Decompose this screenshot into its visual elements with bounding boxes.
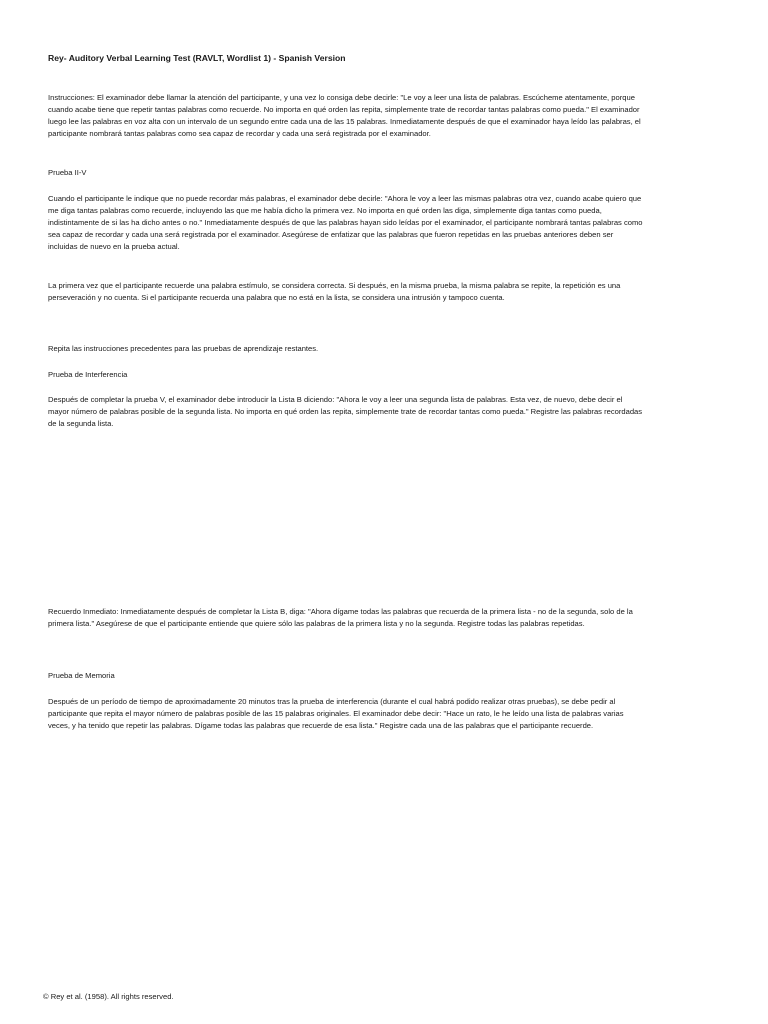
repeat-instructions: Repita las instrucciones precedentes para las pruebas de aprendizaje restantes. [48, 344, 319, 353]
scoring-paragraph: La primera vez que el participante recuerde una palabra estímulo, se considera correcta. Si después, en la misma prueba, la misma palabra se repite, la repetición es una perseveración y no cuenta. Si el participante recuerda una palabra que no está en la lista, se considera una intrusión y tampoco cuenta. [48, 281, 621, 303]
memory-paragraph: Después de un período de tiempo de aproximadamente 20 minutos tras la prueba de interferencia (durante el cual habrá podido realizar otras pruebas), se debe pedir al participante que repita el mayor número de palabras posible de las 15 palabras originales. El examinador debe decir: "Hace un rato, le he leído una lista de palabras varias veces, y ha tenido que repetir las palabras. Dígame todas las palabras que recuerde de esa lista." Registre cada una de las palabras que el participante recuerde. [48, 697, 624, 731]
document-title: Rey- Auditory Verbal Learning Test (RAVLT, Wordlist 1) - Spanish Version [48, 53, 346, 63]
trials-heading: Prueba II-V [48, 168, 87, 177]
memory-heading: Prueba de Memoria [48, 671, 115, 680]
copyright-footer: © Rey et al. (1958). All rights reserved. [43, 992, 174, 1001]
instructions-paragraph: Instrucciones: El examinador debe llamar la atención del participante, y una vez lo consiga debe decirle: "Le voy a leer una lista de palabras. Escúcheme atentamente, porque cuando acabe tiene que repetir tantas palabras como recuerde. No importa en qué orden las repita, simplemente trate de recordar tantas palabras como pueda." El examinador luego lee las palabras en voz alta con un intervalo de un segundo entre cada una de las 15 palabras. Inmediatamente después de que el examinador haya leído las palabras, el participante nombrará tantas palabras como sea capaz de recordar y cada una será registrada por el examinador. [48, 93, 641, 139]
interference-paragraph: Después de completar la prueba V, el examinador debe introducir la Lista B diciendo: "Ahora le voy a leer una segunda lista de palabras. Esta vez, de nuevo, debe decir el mayor número de palabras posible de la segunda lista. No importa en qué orden las repita, simplemente trate de recordar tantas como pueda." Registre las palabras recordadas de la segunda lista. [48, 395, 643, 429]
immediate-recall-paragraph: Recuerdo Inmediato: Inmediatamente después de completar la Lista B, diga: "Ahora dígame todas las palabras que recuerda de la primera lista - no de la segunda, solo de la primera lista." Asegúrese de que el participante entiende que quiere sólo las palabras de la primera lista y no la segunda. Registre todas las palabras repetidas. [48, 607, 633, 629]
interference-heading: Prueba de Interferencia [48, 370, 128, 379]
trials-paragraph: Cuando el participante le indique que no puede recordar más palabras, el examinador debe decirle: "Ahora le voy a leer las mismas palabras otra vez, cuando acabe quiero que me diga tantas palabras como recuerde, incluyendo las que me había dicho la primera vez. No importa en qué orden las diga, simplemente diga tantas como pueda, indistintamente de si las ha dicho antes o no." Inmediatamente después de que las palabras hayan sido leídas por el examinador, el participante nombrará tantas palabras como sea capaz de recordar y cada una será registrada por el examinador. Asegúrese de enfatizar que las palabras que fueron repetidas en las pruebas anteriores deben ser incluidas de nuevo en la prueba actual. [48, 194, 643, 252]
